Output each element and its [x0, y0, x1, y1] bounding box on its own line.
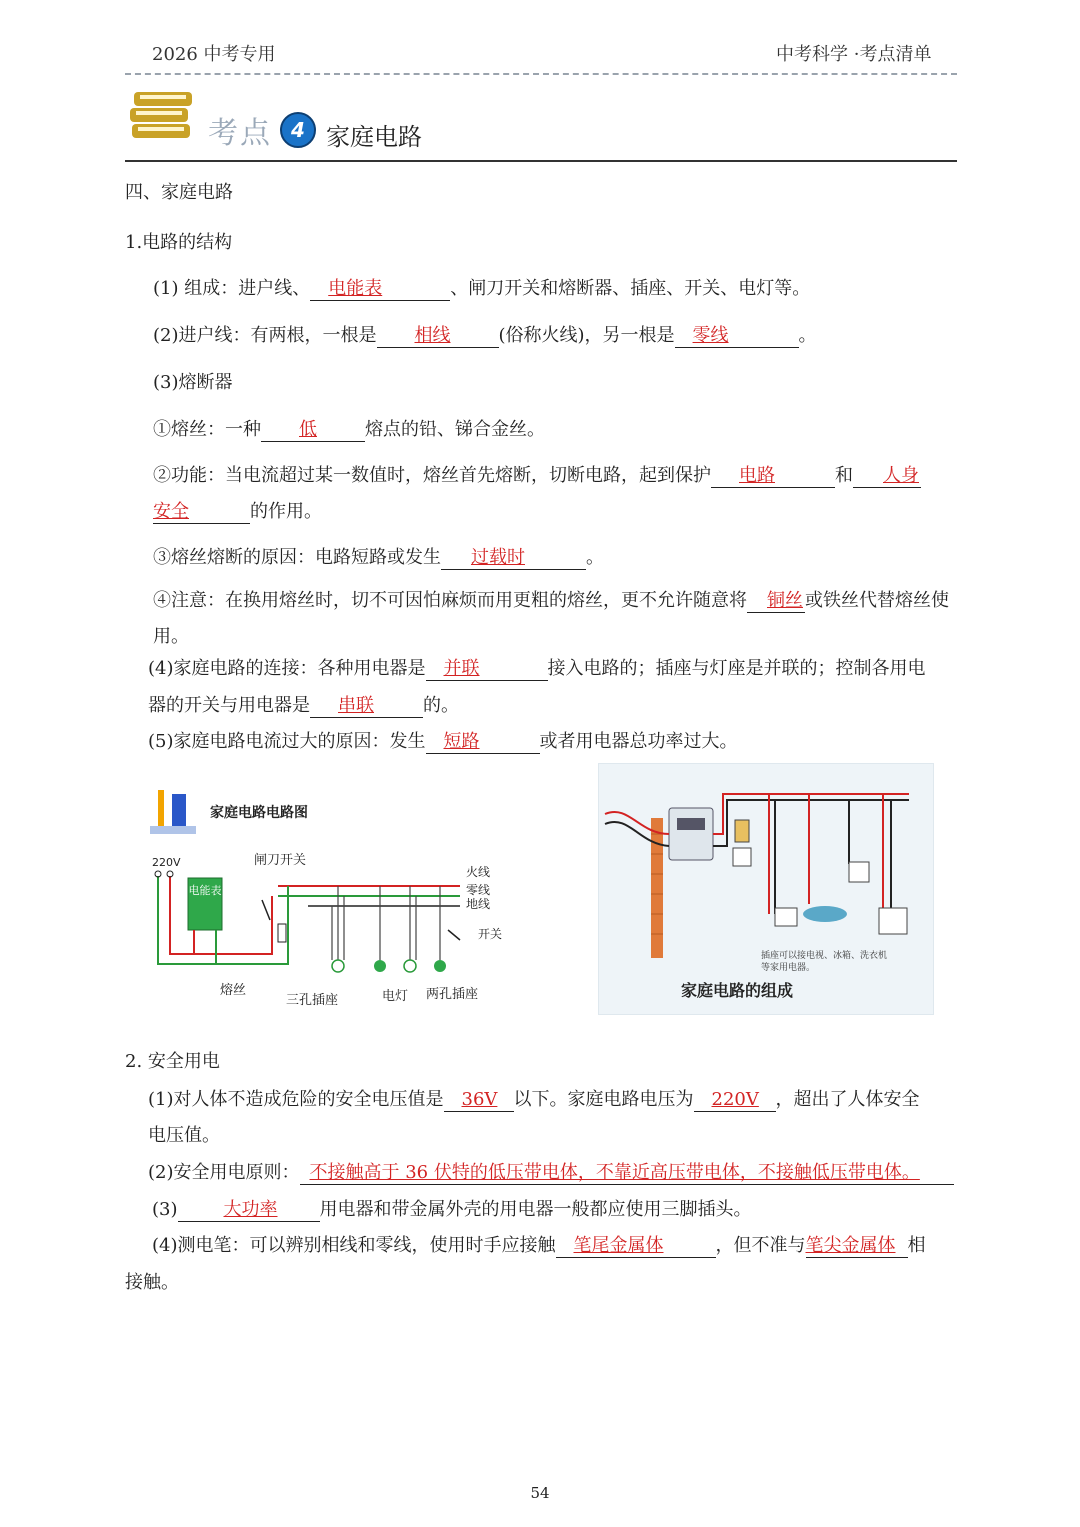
answer-blank: 过载时	[441, 547, 586, 570]
live-wire-label: 火线	[466, 865, 491, 879]
item-safety-principle	[148, 1161, 954, 1185]
item-fuse-function-cont	[153, 500, 322, 524]
text: (3)	[152, 1199, 178, 1220]
three-pin-socket-label: 三孔插座	[286, 993, 339, 1008]
item-safe-voltage-cont: 电压值。	[148, 1125, 220, 1146]
schematic-title: 家庭电路电路图	[210, 805, 308, 821]
answer-blank: 笔尖金属体	[806, 1235, 908, 1258]
text: ③熔丝熔断的原因：电路短路或发生	[153, 547, 441, 568]
badge-label: 考点	[208, 116, 272, 151]
answer-blank: 笔尾金属体	[556, 1235, 716, 1258]
ground-wire-label: 地线	[466, 897, 491, 911]
item-safe-voltage	[148, 1088, 920, 1112]
item-incoming-line	[153, 324, 817, 348]
item-composition	[153, 277, 810, 301]
item-connection-cont	[148, 694, 459, 718]
text: ②功能：当电流超过某一数值时，熔丝首先熔断，切断电路，起到保护	[153, 465, 711, 486]
lamp-label: 电灯	[382, 989, 409, 1004]
item-overcurrent	[148, 730, 738, 754]
text: 。	[586, 547, 604, 568]
text: (2)安全用电原则：	[148, 1162, 300, 1183]
item-three-pin-plug	[152, 1198, 752, 1222]
section-title: 四、家庭电路	[125, 182, 233, 203]
books-icon	[128, 84, 196, 146]
answer-blank: 电能表	[310, 278, 450, 301]
answer-blank: 铜丝	[747, 590, 805, 613]
text: (4)测电笔：可以辨别相线和零线，使用时手应接触	[152, 1235, 556, 1256]
note-line2: 等家用电器。	[761, 963, 816, 973]
text: ，但不准与	[715, 1235, 806, 1256]
header-right: 中考科学 ·考点清单	[776, 44, 932, 65]
header-divider	[125, 73, 957, 75]
item-fuse-cause	[153, 546, 604, 570]
item-connection	[148, 657, 926, 681]
answer-blank: 低	[261, 419, 365, 442]
answer-blank: 串联	[310, 695, 423, 718]
text: (4)家庭电路的连接：各种用电器是	[148, 658, 426, 679]
text: 相	[907, 1235, 926, 1256]
circuit-schematic	[148, 790, 508, 1020]
text: 、闸刀开关和熔断器、插座、开关、电灯等。	[450, 278, 811, 299]
text: ①熔丝：一种	[153, 419, 261, 440]
answer-blank: 短路	[426, 731, 540, 754]
answer-blank: 并联	[426, 658, 548, 681]
text: 熔点的铅、锑合金丝。	[365, 419, 545, 440]
fuse-label: 熔丝	[220, 983, 247, 998]
knife-switch-label: 闸刀开关	[254, 853, 307, 868]
item-fuse-material	[153, 418, 545, 442]
text: (俗称火线)，另一根是	[498, 325, 675, 346]
note-line1: 插座可以接电视、冰箱、洗衣机	[761, 951, 888, 961]
answer-blank: 电路	[711, 465, 835, 488]
page-number: 54	[530, 1484, 550, 1502]
text: (5)家庭电路电流过大的原因：发生	[148, 731, 426, 752]
answer-blank: 安全	[153, 501, 250, 524]
text: 接入电路的；插座与灯座是并联的；控制各用电	[547, 658, 926, 679]
text: 的作用。	[250, 501, 322, 522]
neutral-wire-label: 零线	[466, 883, 491, 897]
two-pin-socket-label: 两孔插座	[426, 987, 479, 1002]
toggle-switch-label: 开关	[478, 927, 503, 941]
answer-blank: 不接触高于 36 伏特的低压带电体，不靠近高压带电体，不接触低压带电体。	[300, 1162, 954, 1185]
header-left: 2026 中考专用	[152, 44, 276, 65]
title-rule	[125, 160, 957, 162]
meter-label: 电能表	[188, 884, 222, 897]
illustration-title: 家庭电路的组成	[681, 981, 794, 1000]
text: 和	[835, 465, 853, 486]
home-wiring-illustration	[598, 763, 934, 1015]
text: 或铁丝代替熔丝使用。	[153, 590, 949, 647]
answer-blank: 220V	[694, 1089, 776, 1112]
text: 用电器和带金属外壳的用电器一般都应使用三脚插头。	[319, 1199, 752, 1220]
badge-title: 家庭电路	[326, 123, 422, 151]
text: 的。	[423, 695, 459, 716]
text: 或者用电器总功率过大。	[539, 731, 738, 752]
text: (1) 组成：进户线、	[153, 278, 311, 299]
text: ④注意：在换用熔丝时，切不可因怕麻烦而用更粗的熔丝，更不允许随意将	[153, 590, 747, 611]
voltage-label: 220V	[152, 856, 181, 869]
item-fuse-function	[153, 464, 921, 488]
part1-heading: 1.电路的结构	[125, 232, 233, 253]
answer-blank: 相线	[377, 325, 499, 348]
text: 。	[798, 325, 817, 346]
part2-heading: 2. 安全用电	[125, 1051, 220, 1072]
answer-blank: 零线	[675, 325, 799, 348]
text: 器的开关与用电器是	[148, 695, 310, 716]
answer-blank: 36V	[444, 1089, 514, 1112]
answer-blank: 人身	[853, 465, 921, 488]
item-test-pen-cont: 接触。	[125, 1272, 179, 1293]
text: (1)对人体不造成危险的安全电压值是	[148, 1089, 444, 1110]
text: ，超出了人体安全	[775, 1089, 920, 1110]
item-test-pen	[152, 1234, 926, 1258]
badge-number: 4	[280, 112, 316, 148]
answer-blank: 大功率	[178, 1199, 320, 1222]
text: (2)进户线：有两根，一根是	[153, 325, 377, 346]
item-fuse-note	[153, 583, 953, 655]
item-fuse-heading: (3)熔断器	[153, 372, 233, 393]
text: 以下。家庭电路电压为	[513, 1089, 694, 1110]
